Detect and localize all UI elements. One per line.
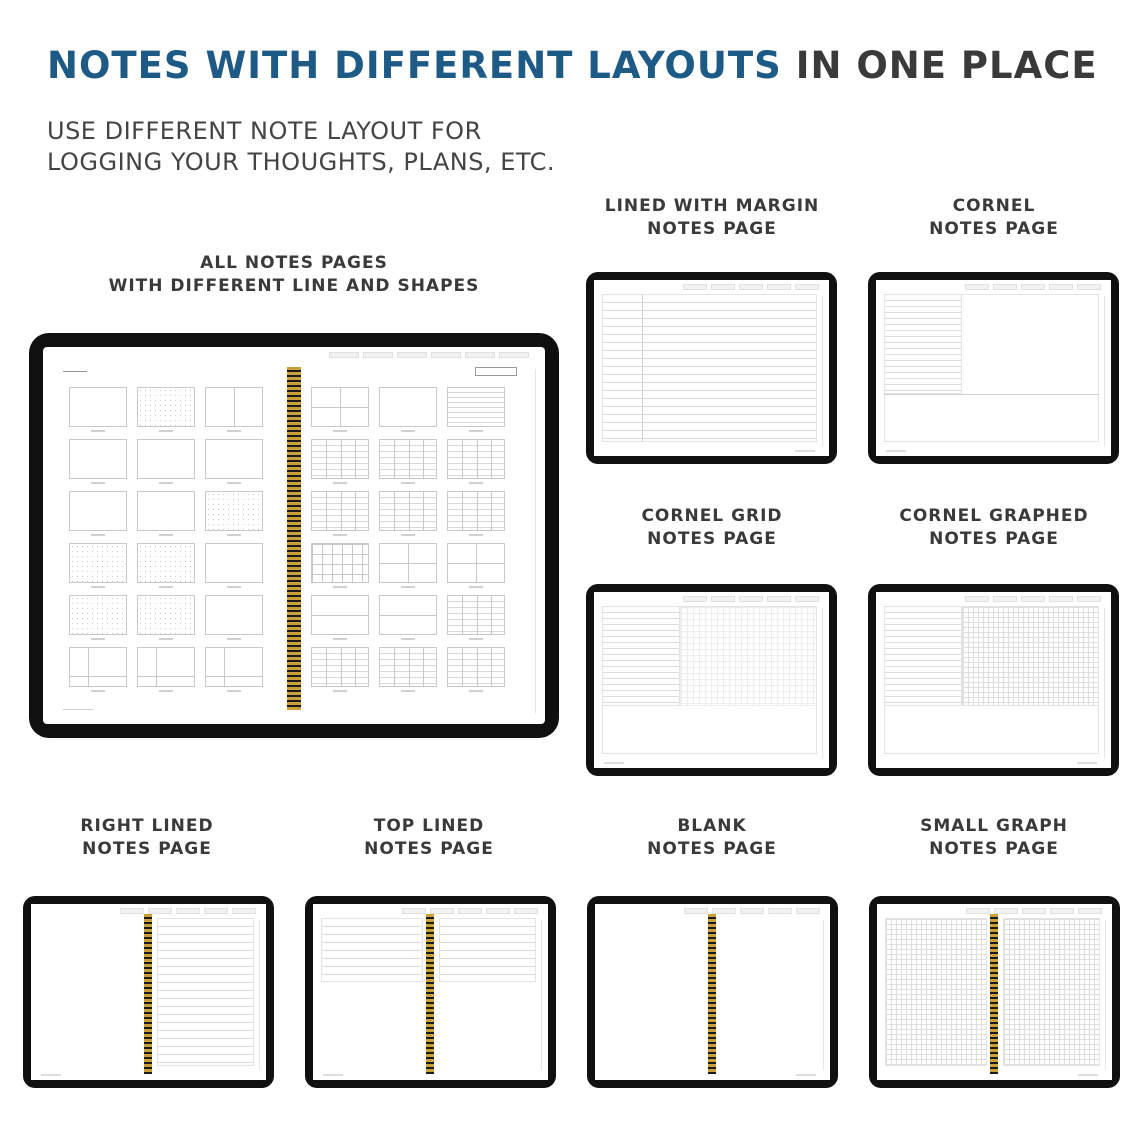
note-layout-thumbnail-caption-mark [311,638,369,640]
note-layout-thumbnail[interactable] [311,595,369,635]
note-layout-thumbnail[interactable] [69,543,127,583]
side-tabs [822,608,827,758]
headline-dark: IN ONE PLACE [795,44,1098,87]
note-layout-thumbnail[interactable] [69,439,127,479]
footer-mark [1078,1074,1098,1076]
tablet-lined-margin [586,272,837,464]
note-layout-thumbnail-caption-mark [205,586,263,588]
caption-line: NOTES PAGE [647,529,777,549]
lined-page [602,294,817,442]
note-layout-thumbnail[interactable] [379,543,437,583]
caption-cornel-grid [641,505,782,551]
note-layout-thumbnail[interactable] [69,387,127,427]
cornel-graphed-cue-column [884,606,962,706]
subheadline [47,116,555,178]
note-layout-thumbnail[interactable] [137,595,195,635]
note-layout-thumbnail-caption-mark [205,690,263,692]
caption-line: NOTES PAGE [82,839,212,859]
subheadline-line-2: LOGGING YOUR THOUGHTS, PLANS, ETC. [47,148,555,176]
note-layout-thumbnail[interactable] [447,647,505,687]
caption-line: NOTES PAGE [364,839,494,859]
note-layout-thumbnail-caption-mark [311,690,369,692]
tablet-blank [587,896,838,1088]
caption-cornel-graphed [899,505,1088,551]
caption-cornel [929,195,1059,241]
tablet-screen [594,280,829,456]
top-tabs [966,908,1102,915]
note-layout-thumbnail-caption-mark [447,690,505,692]
caption-line: WITH DIFFERENT LINE AND SHAPES [108,276,480,296]
note-layout-thumbnail-caption-mark [447,638,505,640]
cornel-cue-column [884,294,962,394]
note-layout-thumbnail-caption-mark [447,534,505,536]
side-tabs [541,920,546,1070]
caption-right-lined [80,815,213,861]
note-layout-thumbnail[interactable] [69,491,127,531]
note-layout-thumbnail[interactable] [447,543,505,583]
caption-line: NOTES PAGE [929,839,1059,859]
side-tabs [823,920,828,1070]
side-tabs [822,296,827,446]
subheadline-line-1: USE DIFFERENT NOTE LAYOUT FOR [47,117,482,145]
tablet-screen [595,904,830,1080]
cornel-graphed-notes [962,606,1099,706]
note-layout-thumbnail[interactable] [379,491,437,531]
note-layout-thumbnail-caption-mark [205,638,263,640]
notes-menu-button[interactable] [475,367,517,376]
tablet-top-lined [305,896,556,1088]
note-layout-thumbnail[interactable] [447,387,505,427]
tablet-cornel [868,272,1119,464]
note-layout-thumbnail[interactable] [137,491,195,531]
note-layout-thumbnail-caption-mark [447,482,505,484]
tablet-screen [31,904,266,1080]
footer-mark [323,1074,343,1076]
side-tabs [535,369,543,714]
caption-line: NOTES PAGE [929,529,1059,549]
tablet-screen [877,904,1112,1080]
tablet-cornel-grid [586,584,837,776]
cornel-summary-divider [884,394,1099,395]
note-layout-thumbnail-caption-mark [379,690,437,692]
note-layout-thumbnail-caption-mark [69,638,127,640]
spiral-binding [287,367,301,710]
note-layout-thumbnail-caption-mark [69,430,127,432]
tablet-screen [876,592,1111,768]
note-layout-thumbnail-caption-mark [447,586,505,588]
notes-menu-heading-mark [63,371,87,372]
small-graph-right [1003,918,1100,1066]
note-layout-thumbnail-caption-mark [311,534,369,536]
note-layout-thumbnail-caption-mark [137,690,195,692]
caption-line: SMALL GRAPH [920,816,1068,836]
caption-all-notes [109,252,480,298]
spiral-binding [990,914,998,1074]
note-layout-thumbnail-caption-mark [137,586,195,588]
note-layout-thumbnail[interactable] [311,647,369,687]
note-layout-thumbnail-caption-mark [137,638,195,640]
headline [47,44,1098,87]
caption-line: RIGHT LINED [80,816,214,836]
spiral-binding [144,914,152,1074]
note-layout-thumbnail[interactable] [379,647,437,687]
note-layout-thumbnail-caption-mark [379,638,437,640]
side-tabs [1104,608,1109,758]
note-layout-thumbnail-caption-mark [379,430,437,432]
side-tabs [1105,920,1110,1070]
tablet-screen [43,347,545,724]
note-layout-thumbnail-caption-mark [447,430,505,432]
side-tabs [1104,296,1109,446]
footer-mark [604,762,624,764]
note-layout-thumbnail[interactable] [205,387,263,427]
tablet-screen [594,592,829,768]
note-layout-thumbnail[interactable] [205,439,263,479]
note-layout-thumbnail[interactable] [447,595,505,635]
note-layout-thumbnail-caption-mark [379,534,437,536]
note-layout-thumbnail-caption-mark [379,482,437,484]
top-tabs [120,908,256,915]
note-layout-thumbnail[interactable] [379,439,437,479]
note-layout-thumbnail[interactable] [137,647,195,687]
headline-blue: NOTES WITH DIFFERENT LAYOUTS [47,44,782,87]
note-layout-thumbnail[interactable] [447,491,505,531]
margin-line [642,294,643,442]
note-layout-thumbnail[interactable] [137,387,195,427]
caption-small-graph [920,815,1068,861]
note-layout-thumbnail[interactable] [69,595,127,635]
note-layout-thumbnail[interactable] [311,439,369,479]
note-layout-thumbnail[interactable] [205,595,263,635]
note-layout-thumbnail-caption-mark [205,482,263,484]
top-tabs [329,352,529,359]
note-layout-thumbnail[interactable] [69,647,127,687]
top-tabs [683,284,819,291]
tablet-screen [313,904,548,1080]
note-layout-thumbnail-caption-mark [137,430,195,432]
top-tabs [683,596,819,603]
top-lined-right [439,918,536,982]
side-tabs [259,920,264,1070]
caption-line: NOTES PAGE [647,839,777,859]
note-layout-thumbnail-caption-mark [69,586,127,588]
note-layout-thumbnail-caption-mark [137,534,195,536]
note-layout-thumbnail-caption-mark [311,586,369,588]
caption-line: BLANK [677,816,747,836]
caption-lined-margin [605,195,820,241]
note-layout-thumbnail[interactable] [447,439,505,479]
caption-line: CORNEL GRID [641,506,783,526]
note-layout-thumbnail[interactable] [205,543,263,583]
note-layout-thumbnail-caption-mark [69,690,127,692]
tablet-cornel-graphed [868,584,1119,776]
cornel-grid-notes [680,606,817,706]
top-tabs [965,284,1101,291]
top-tabs [684,908,820,915]
cornel-grid-cue-column [602,606,680,706]
caption-line: ALL NOTES PAGES [200,253,388,273]
note-layout-thumbnail[interactable] [311,543,369,583]
note-layout-thumbnail[interactable] [205,491,263,531]
footer-mark [63,709,93,710]
caption-line: TOP LINED [373,816,485,836]
note-layout-thumbnail[interactable] [311,387,369,427]
footer-mark [796,1074,816,1076]
top-lined-left [321,918,423,982]
tablet-right-lined [23,896,274,1088]
top-tabs [402,908,538,915]
tablet-small-graph [869,896,1120,1088]
spiral-binding [426,914,434,1074]
tablet-screen [876,280,1111,456]
right-lined-page [157,918,254,1066]
caption-line: CORNEL [952,196,1036,216]
note-layout-thumbnail[interactable] [379,387,437,427]
note-layout-thumbnail-caption-mark [137,482,195,484]
note-layout-thumbnail[interactable] [205,647,263,687]
top-tabs [965,596,1101,603]
caption-line: LINED WITH MARGIN [604,196,820,216]
caption-line: CORNEL GRAPHED [899,506,1089,526]
caption-line: NOTES PAGE [929,219,1059,239]
note-layout-thumbnail-caption-mark [205,534,263,536]
caption-blank [647,815,777,861]
caption-line: NOTES PAGE [647,219,777,239]
footer-mark [795,450,815,452]
note-layout-thumbnail-caption-mark [69,534,127,536]
footer-mark [41,1074,61,1076]
tablet-notes-menu [29,333,559,738]
footer-mark [886,450,906,452]
note-layout-thumbnail[interactable] [379,595,437,635]
spiral-binding [708,914,716,1074]
note-layout-thumbnail[interactable] [137,543,195,583]
note-layout-thumbnail-caption-mark [69,482,127,484]
footer-mark [1077,762,1097,764]
note-layout-thumbnail-caption-mark [311,482,369,484]
small-graph-left [885,918,987,1066]
note-layout-thumbnail-caption-mark [379,586,437,588]
note-layout-thumbnail[interactable] [137,439,195,479]
note-layout-thumbnail-caption-mark [205,430,263,432]
note-layout-thumbnail-caption-mark [311,430,369,432]
caption-top-lined [364,815,494,861]
note-layout-thumbnail[interactable] [311,491,369,531]
